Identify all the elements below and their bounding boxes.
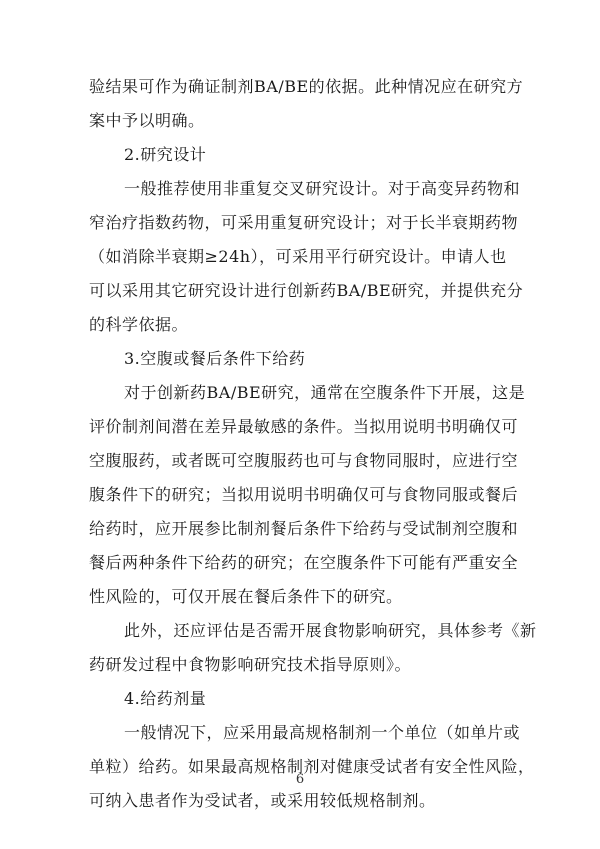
text-line: 单粒）给药。如果最高规格制剂对健康受试者有安全性风险， bbox=[89, 757, 535, 776]
text-line: 药研发过程中食物影响研究技术指导原则》。 bbox=[89, 655, 412, 674]
text-line: 餐后两种条件下给药的研究；在空腹条件下可能有严重安全 bbox=[89, 553, 519, 572]
text-line: 腹条件下的研究；当拟用说明书明确仅可与食物同服或餐后 bbox=[89, 485, 519, 504]
page-number: 6 bbox=[295, 772, 305, 787]
text-line: 的科学依据。 bbox=[89, 315, 189, 334]
text-line: 对于创新药BA/BE研究，通常在空腹条件下开展，这是 bbox=[124, 383, 526, 402]
text-line: （如消除半衰期≥24h），可采用平行研究设计。申请人也 bbox=[89, 247, 507, 266]
section-heading: 4.给药剂量 bbox=[124, 689, 207, 708]
section-heading: 3.空腹或餐后条件下给药 bbox=[124, 349, 306, 368]
section-heading: 2.研究设计 bbox=[124, 145, 207, 164]
text-line: 性风险的，可仅开展在餐后条件下的研究。 bbox=[89, 587, 403, 606]
text-line: 此外，还应评估是否需开展食物影响研究，具体参考《新 bbox=[124, 621, 537, 640]
text-line: 一般情况下，应采用最高规格制剂一个单位（如单片或 bbox=[124, 723, 521, 742]
text-line: 给药时，应开展参比制剂餐后条件下给药与受试制剂空腹和 bbox=[89, 519, 519, 538]
text-line: 案中予以明确。 bbox=[89, 111, 205, 130]
text-line: 可纳入患者作为受试者，或采用较低规格制剂。 bbox=[89, 791, 436, 810]
text-line: 空腹服药，或者既可空腹服药也可与食物同服时，应进行空 bbox=[89, 451, 519, 470]
text-line: 可以采用其它研究设计进行创新药BA/BE研究，并提供充分 bbox=[89, 281, 524, 300]
text-line: 验结果可作为确证制剂BA/BE的依据。此种情况应在研究方 bbox=[89, 77, 524, 96]
text-line: 窄治疗指数药物，可采用重复研究设计；对于长半衰期药物 bbox=[89, 213, 519, 232]
text-line: 评价制剂间潜在差异最敏感的条件。当拟用说明书明确仅可 bbox=[89, 417, 519, 436]
document-body bbox=[89, 70, 537, 818]
text-line: 一般推荐使用非重复交叉研究设计。对于高变异药物和 bbox=[124, 179, 521, 198]
